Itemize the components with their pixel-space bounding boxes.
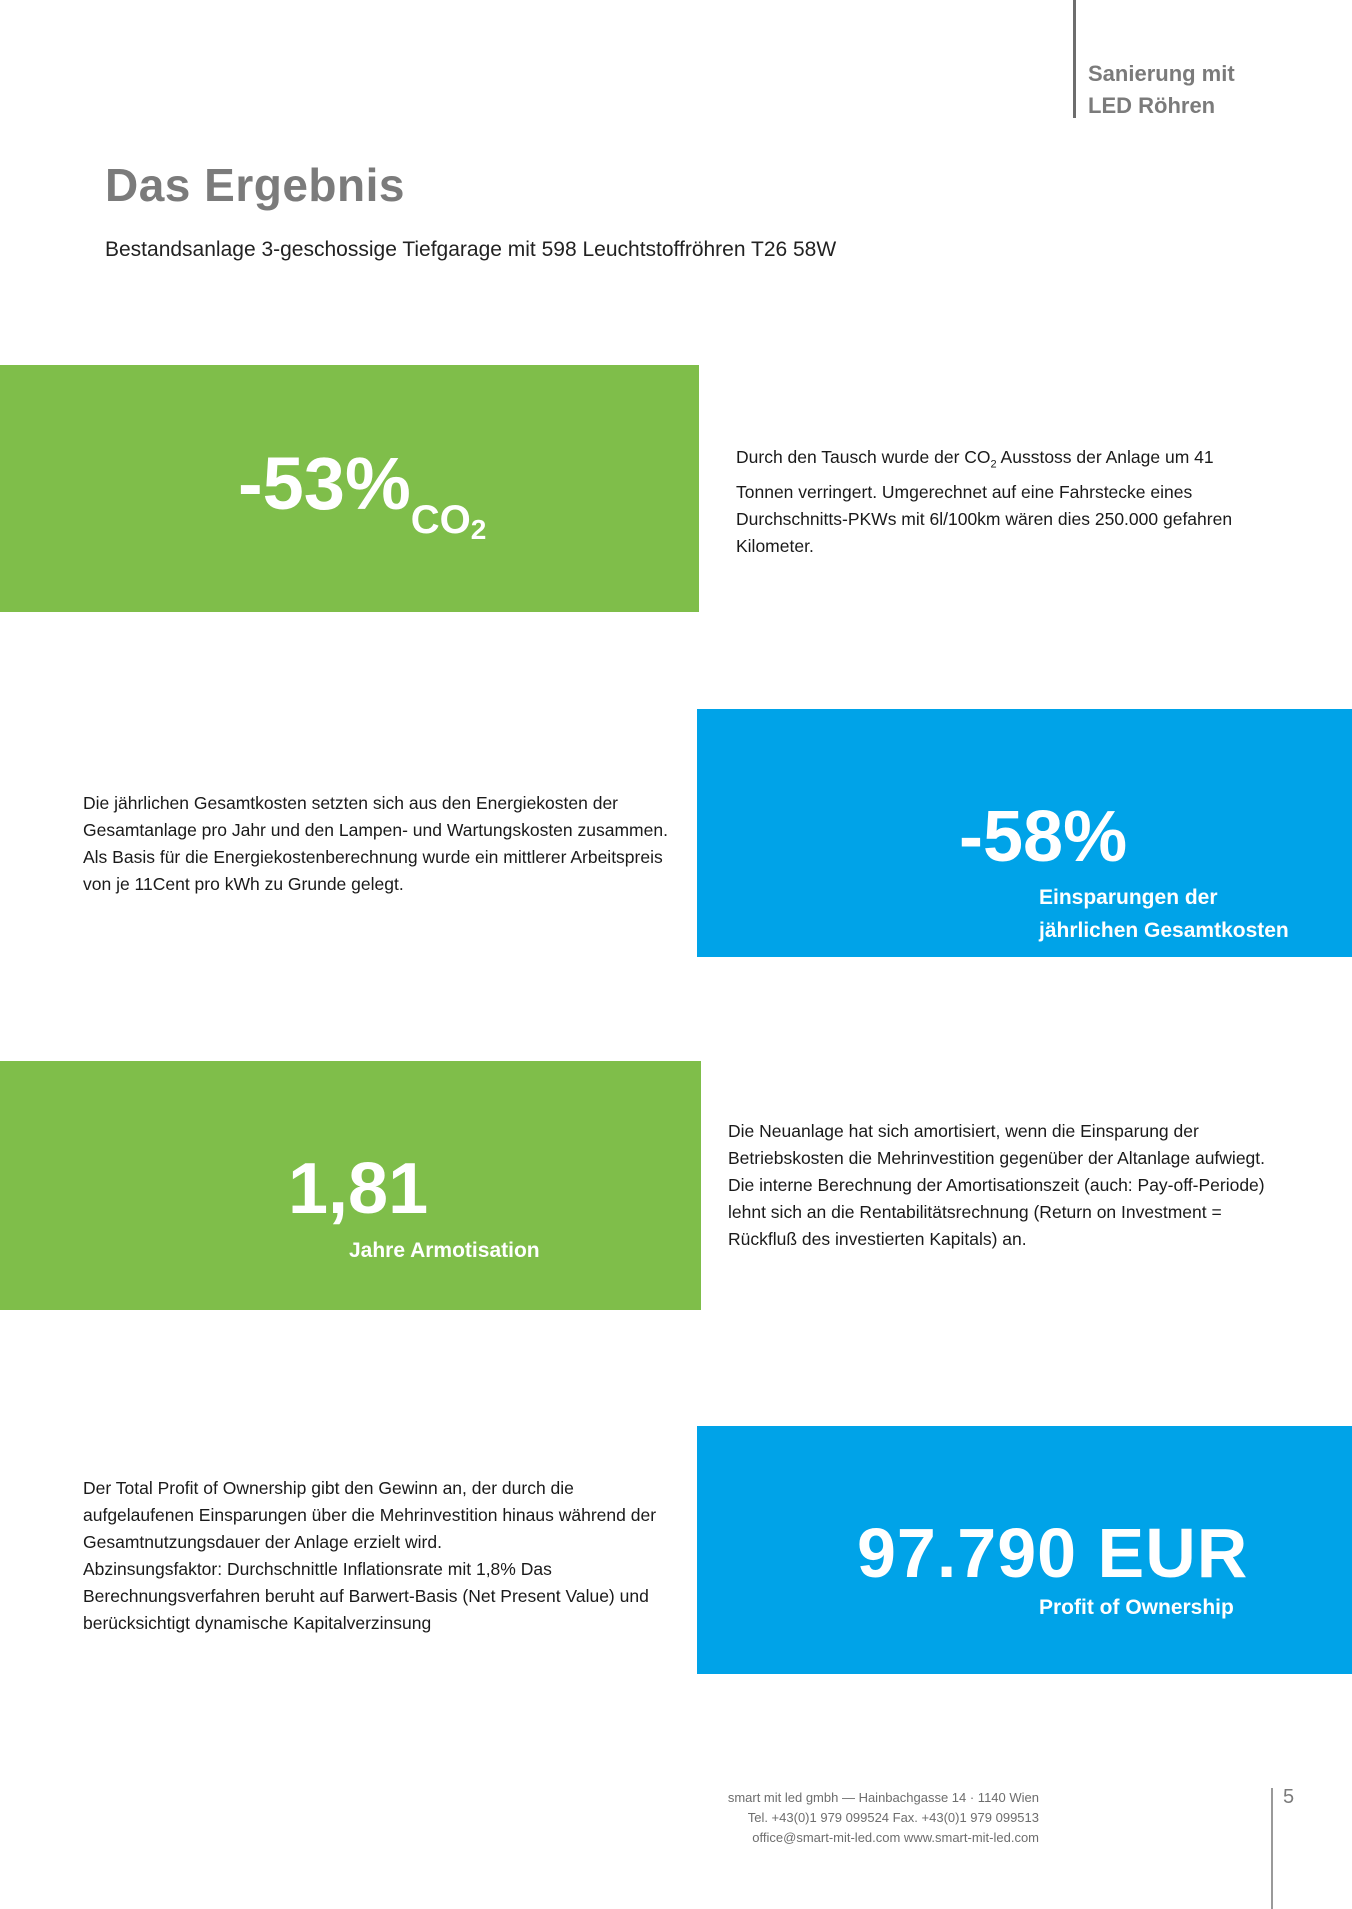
header-label-line2: LED Röhren [1088, 93, 1216, 118]
profit-caption: Profit of Ownership [1039, 1596, 1234, 1619]
co2-percent: -53% [238, 442, 411, 525]
costs-caption: Einsparungen der jährlichen Gesamtkosten [1039, 886, 1289, 942]
page-title: Das Ergebnis [105, 159, 405, 211]
header-divider [1073, 0, 1076, 118]
header-label [1088, 58, 1235, 122]
amortisation-caption: Jahre Armotisation [349, 1239, 540, 1262]
footer-web: office@smart-mit-led.com www.smart-mit-led.com [752, 1830, 1039, 1845]
profit-value: 97.790 EUR [857, 1514, 1249, 1592]
footer-contact [728, 1788, 1039, 1848]
costs-description: Die jährlichen Gesamtkosten setzten sich aus den Energiekosten der Gesamtanlage pro Jahr und den Lampen- und Wartungskosten zusammen. Als Basis für die Energiekostenberechnung wurde ein mittlerer Arbeitspreis von je 11Cent pro kWh zu Grunde gelegt. [83, 793, 668, 894]
co2-block [0, 365, 699, 612]
co2-unit: CO2 [410, 498, 487, 545]
footer-phone: Tel. +43(0)1 979 099524 Fax. +43(0)1 979 099513 [747, 1810, 1039, 1825]
co2-value [238, 442, 487, 545]
footer-divider [1271, 1788, 1273, 1909]
page-number: 5 [1283, 1786, 1295, 1808]
header-label-line1: Sanierung mit [1088, 61, 1235, 86]
profit-block [697, 1426, 1352, 1674]
costs-block [697, 709, 1352, 957]
page-subtitle: Bestandsanlage 3-geschossige Tiefgarage mit 598 Leuchtstoffröhren T26 58W [105, 238, 837, 261]
amortisation-description: Die Neuanlage hat sich amortisiert, wenn die Einsparung der Betriebskosten die Mehrinvestition gegenüber der Altanlage aufwiegt. Die interne Berechnung der Amortisationszeit (auch: Pay-off-Periode) lehnt sich an die Rentabilitätsrechnung (Return on Investment = Rückfluß des investierten Kapitals) an. [728, 1121, 1266, 1249]
costs-value: -58% [959, 797, 1128, 877]
amortisation-value: 1,81 [288, 1149, 429, 1229]
amortisation-block [0, 1061, 701, 1310]
co2-description: Durch den Tausch wurde der $CO_2$ Ausstoss der Anlage um 41 Tonnen verringert. Umgerechnet auf eine Fahrstecke eines Durchschnitts-PKWs mit 6l/100km wären dies 250.000 gefahren Kilometer. [736, 447, 1233, 556]
profit-description: Der Total Profit of Ownership gibt den Gewinn an, der durch die aufgelaufenen Einsparungen über die Mehrinvestition hinaus während der Gesamtnutzungsdauer der Anlage erzielt wird. Abzinsungsfaktor: Durchschnittle Inflationsrate mit 1,8% Das Berechnungsverfahren beruht auf Barwert-Basis (Net Present Value) und berücksichtigt dynamische Kapitalverzinsung [83, 1478, 657, 1633]
footer-address: smart mit led gmbh — Hainbachgasse 14 · 1140 Wien [727, 1790, 1039, 1805]
